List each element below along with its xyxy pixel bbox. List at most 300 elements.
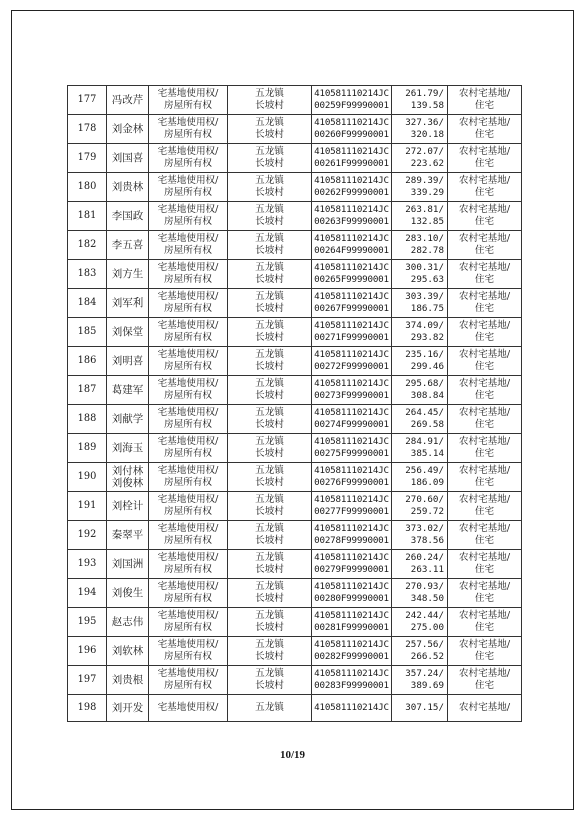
cell-location-line: 长坡村 [255, 361, 284, 372]
cell-usage [448, 144, 522, 173]
cell-number: 177 [68, 86, 107, 115]
cell-unit-code [312, 463, 392, 492]
cell-location [228, 202, 312, 231]
cell-location-line: 五龙镇 [255, 117, 284, 128]
table-row [68, 173, 522, 202]
cell-owner-name [107, 231, 149, 260]
cell-area-line: 261.79/ [405, 88, 444, 99]
table-row [68, 318, 522, 347]
cell-location-line: 长坡村 [255, 419, 284, 430]
cell-number: 195 [68, 608, 107, 637]
cell-location-line: 长坡村 [255, 564, 284, 575]
cell-right-type [149, 434, 228, 463]
cell-usage-line: 农村宅基地/ [458, 494, 511, 505]
cell-location [228, 666, 312, 695]
cell-usage-line: 农村宅基地/ [458, 88, 511, 99]
cell-usage [448, 173, 522, 202]
cell-right-type-line: 宅基地使用权/ [157, 320, 219, 331]
cell-location-line: 长坡村 [255, 448, 284, 459]
cell-usage [448, 637, 522, 666]
cell-right-type-line: 房屋所有权 [164, 564, 212, 575]
cell-usage-line: 农村宅基地/ [458, 291, 511, 302]
cell-right-type-line: 房屋所有权 [164, 680, 212, 691]
cell-usage [448, 405, 522, 434]
cell-number: 191 [68, 492, 107, 521]
cell-area-line: 389.69 [410, 680, 444, 691]
cell-owner-name [107, 289, 149, 318]
cell-right-type [149, 260, 228, 289]
cell-usage-line: 农村宅基地/ [458, 639, 511, 650]
cell-number: 183 [68, 260, 107, 289]
cell-usage-line: 住宅 [474, 651, 495, 662]
cell-usage-line: 农村宅基地/ [458, 523, 511, 534]
cell-location [228, 521, 312, 550]
cell-location [228, 376, 312, 405]
cell-right-type [149, 579, 228, 608]
cell-location-line: 五龙镇 [255, 378, 284, 389]
cell-owner-name [107, 550, 149, 579]
cell-right-type [149, 347, 228, 376]
cell-owner-name [107, 521, 149, 550]
cell-location-line: 五龙镇 [255, 668, 284, 679]
cell-usage-line: 农村宅基地/ [458, 702, 511, 713]
cell-location-line: 五龙镇 [255, 262, 284, 273]
cell-unit-code-line: 410581110214JC [314, 581, 389, 592]
cell-area [392, 434, 448, 463]
cell-location [228, 173, 312, 202]
cell-area-line: 374.09/ [405, 320, 444, 331]
cell-unit-code-line: 00273F99990001 [314, 390, 389, 401]
cell-usage-line: 住宅 [474, 245, 495, 256]
cell-area-line: 282.78 [410, 245, 444, 256]
cell-usage [448, 289, 522, 318]
cell-right-type [149, 405, 228, 434]
cell-number: 186 [68, 347, 107, 376]
cell-owner-name-line: 刘海玉 [111, 442, 144, 454]
cell-right-type-line: 宅基地使用权/ [157, 233, 219, 244]
cell-right-type-line: 房屋所有权 [164, 129, 212, 140]
table-row [68, 637, 522, 666]
cell-unit-code-line: 410581110214JC [314, 523, 389, 534]
cell-usage-line: 住宅 [474, 361, 495, 372]
cell-owner-name-line: 刘金林 [111, 123, 144, 135]
cell-location-line: 长坡村 [255, 216, 284, 227]
cell-right-type-line: 宅基地使用权/ [157, 146, 219, 157]
cell-owner-name [107, 144, 149, 173]
cell-owner-name-line: 赵志伟 [111, 616, 144, 628]
cell-area [392, 86, 448, 115]
cell-owner-name-line: 刘国喜 [111, 152, 144, 164]
cell-unit-code [312, 550, 392, 579]
cell-location-line: 五龙镇 [255, 407, 284, 418]
cell-usage-line: 农村宅基地/ [458, 320, 511, 331]
cell-location-line: 长坡村 [255, 593, 284, 604]
cell-unit-code-line: 00263F99990001 [314, 216, 389, 227]
cell-owner-name-line: 李国政 [111, 210, 144, 222]
page-number: 10/19 [279, 749, 306, 761]
cell-unit-code-line: 00276F99990001 [314, 477, 389, 488]
cell-unit-code-line: 00275F99990001 [314, 448, 389, 459]
cell-unit-code [312, 637, 392, 666]
cell-number: 192 [68, 521, 107, 550]
cell-area-line: 264.45/ [405, 407, 444, 418]
cell-unit-code-line: 410581110214JC [314, 88, 389, 99]
cell-owner-name-line: 李五喜 [111, 239, 144, 251]
cell-number: 187 [68, 376, 107, 405]
cell-unit-code [312, 695, 392, 722]
cell-usage [448, 434, 522, 463]
table-row [68, 86, 522, 115]
cell-area-line: 357.24/ [405, 668, 444, 679]
cell-location-line: 五龙镇 [255, 639, 284, 650]
table-row [68, 695, 522, 722]
cell-usage [448, 695, 522, 722]
cell-right-type-line: 房屋所有权 [164, 303, 212, 314]
cell-usage [448, 86, 522, 115]
cell-area [392, 115, 448, 144]
cell-area [392, 637, 448, 666]
cell-owner-name [107, 115, 149, 144]
cell-usage-line: 农村宅基地/ [458, 552, 511, 563]
cell-area-line: 307.15/ [405, 702, 444, 713]
cell-usage-line: 农村宅基地/ [458, 233, 511, 244]
cell-usage [448, 318, 522, 347]
cell-usage-line: 住宅 [474, 390, 495, 401]
cell-area-line: 378.56 [410, 535, 444, 546]
cell-location [228, 637, 312, 666]
cell-right-type-line: 宅基地使用权/ [157, 88, 219, 99]
cell-right-type [149, 115, 228, 144]
table-row [68, 521, 522, 550]
cell-usage [448, 347, 522, 376]
cell-owner-name-line: 刘栓计 [111, 500, 144, 512]
cell-unit-code-line: 410581110214JC [314, 204, 389, 215]
cell-area-line: 242.44/ [405, 610, 444, 621]
table-row [68, 115, 522, 144]
cell-area-line: 259.72 [410, 506, 444, 517]
cell-unit-code [312, 173, 392, 202]
cell-owner-name [107, 608, 149, 637]
cell-usage [448, 231, 522, 260]
cell-owner-name-line: 刘保堂 [111, 326, 144, 338]
cell-owner-name-line: 刘俊林 [111, 477, 144, 489]
cell-right-type [149, 318, 228, 347]
cell-right-type-line: 宅基地使用权/ [157, 349, 219, 360]
cell-right-type-line: 宅基地使用权/ [157, 465, 219, 476]
cell-unit-code [312, 347, 392, 376]
cell-unit-code-line: 00274F99990001 [314, 419, 389, 430]
cell-unit-code [312, 434, 392, 463]
cell-unit-code [312, 579, 392, 608]
cell-usage [448, 666, 522, 695]
cell-unit-code-line: 00267F99990001 [314, 303, 389, 314]
table-row [68, 434, 522, 463]
cell-unit-code [312, 492, 392, 521]
cell-usage-line: 农村宅基地/ [458, 146, 511, 157]
cell-unit-code [312, 289, 392, 318]
cell-owner-name-line: 刘国洲 [111, 558, 144, 570]
cell-location [228, 695, 312, 722]
cell-usage-line: 住宅 [474, 274, 495, 285]
cell-right-type [149, 492, 228, 521]
cell-right-type-line: 宅基地使用权/ [157, 523, 219, 534]
cell-usage-line: 住宅 [474, 593, 495, 604]
cell-location-line: 长坡村 [255, 245, 284, 256]
cell-usage-line: 农村宅基地/ [458, 465, 511, 476]
cell-number: 181 [68, 202, 107, 231]
table-row [68, 579, 522, 608]
cell-usage-line: 住宅 [474, 506, 495, 517]
cell-area-line: 283.10/ [405, 233, 444, 244]
cell-usage [448, 376, 522, 405]
cell-location-line: 五龙镇 [255, 610, 284, 621]
cell-location [228, 260, 312, 289]
cell-number: 179 [68, 144, 107, 173]
cell-number: 184 [68, 289, 107, 318]
cell-right-type [149, 666, 228, 695]
cell-usage [448, 260, 522, 289]
cell-area-line: 132.85 [410, 216, 444, 227]
cell-owner-name [107, 405, 149, 434]
cell-right-type-line: 房屋所有权 [164, 332, 212, 343]
cell-location [228, 231, 312, 260]
cell-location-line: 五龙镇 [255, 436, 284, 447]
cell-area-line: 257.56/ [405, 639, 444, 650]
cell-area [392, 521, 448, 550]
cell-unit-code [312, 376, 392, 405]
cell-location-line: 五龙镇 [255, 204, 284, 215]
cell-area-line: 260.24/ [405, 552, 444, 563]
cell-usage-line: 农村宅基地/ [458, 349, 511, 360]
cell-owner-name-line: 冯改芹 [111, 94, 144, 106]
cell-right-type [149, 376, 228, 405]
cell-area [392, 608, 448, 637]
cell-number: 190 [68, 463, 107, 492]
cell-location-line: 五龙镇 [255, 702, 284, 713]
cell-number: 185 [68, 318, 107, 347]
cell-unit-code-line: 00262F99990001 [314, 187, 389, 198]
cell-usage-line: 农村宅基地/ [458, 175, 511, 186]
cell-usage-line: 住宅 [474, 680, 495, 691]
cell-location-line: 五龙镇 [255, 233, 284, 244]
cell-right-type-line: 房屋所有权 [164, 245, 212, 256]
cell-right-type-line: 房屋所有权 [164, 100, 212, 111]
cell-unit-code-line: 410581110214JC [314, 668, 389, 679]
cell-location-line: 长坡村 [255, 274, 284, 285]
cell-location [228, 463, 312, 492]
cell-owner-name [107, 666, 149, 695]
cell-right-type-line: 房屋所有权 [164, 651, 212, 662]
cell-location-line: 五龙镇 [255, 146, 284, 157]
cell-usage-line: 住宅 [474, 332, 495, 343]
cell-area-line: 139.58 [410, 100, 444, 111]
cell-location-line: 长坡村 [255, 187, 284, 198]
cell-unit-code-line: 00280F99990001 [314, 593, 389, 604]
cell-usage-line: 住宅 [474, 535, 495, 546]
cell-unit-code-line: 00271F99990001 [314, 332, 389, 343]
cell-location [228, 608, 312, 637]
cell-location-line: 五龙镇 [255, 349, 284, 360]
cell-area [392, 492, 448, 521]
cell-right-type [149, 86, 228, 115]
cell-location-line: 长坡村 [255, 303, 284, 314]
cell-location [228, 492, 312, 521]
cell-unit-code-line: 410581110214JC [314, 262, 389, 273]
cell-unit-code-line: 410581110214JC [314, 702, 389, 713]
cell-right-type [149, 202, 228, 231]
cell-right-type-line: 房屋所有权 [164, 477, 212, 488]
cell-usage [448, 115, 522, 144]
cell-usage [448, 202, 522, 231]
cell-usage-line: 住宅 [474, 100, 495, 111]
cell-unit-code [312, 608, 392, 637]
cell-unit-code [312, 260, 392, 289]
cell-right-type [149, 550, 228, 579]
cell-right-type-line: 房屋所有权 [164, 187, 212, 198]
cell-unit-code-line: 00265F99990001 [314, 274, 389, 285]
cell-right-type-line: 房屋所有权 [164, 535, 212, 546]
cell-unit-code-line: 410581110214JC [314, 349, 389, 360]
cell-unit-code [312, 231, 392, 260]
cell-owner-name-line: 刘贵根 [111, 674, 144, 686]
cell-usage-line: 农村宅基地/ [458, 378, 511, 389]
cell-unit-code-line: 410581110214JC [314, 117, 389, 128]
cell-area [392, 550, 448, 579]
cell-unit-code [312, 318, 392, 347]
cell-area-line: 256.49/ [405, 465, 444, 476]
cell-area [392, 376, 448, 405]
cell-right-type-line: 宅基地使用权/ [157, 639, 219, 650]
table-row [68, 608, 522, 637]
cell-location-line: 五龙镇 [255, 320, 284, 331]
table-row [68, 666, 522, 695]
cell-location-line: 长坡村 [255, 158, 284, 169]
cell-usage [448, 463, 522, 492]
cell-unit-code-line: 410581110214JC [314, 320, 389, 331]
cell-location [228, 318, 312, 347]
cell-right-type-line: 宅基地使用权/ [157, 204, 219, 215]
cell-area-line: 263.11 [410, 564, 444, 575]
registration-table [67, 85, 522, 722]
cell-owner-name [107, 347, 149, 376]
cell-location [228, 86, 312, 115]
cell-unit-code-line: 410581110214JC [314, 436, 389, 447]
cell-area-line: 223.62 [410, 158, 444, 169]
cell-right-type-line: 房屋所有权 [164, 593, 212, 604]
cell-unit-code-line: 410581110214JC [314, 146, 389, 157]
cell-location-line: 五龙镇 [255, 552, 284, 563]
table-row [68, 347, 522, 376]
cell-right-type-line: 宅基地使用权/ [157, 262, 219, 273]
cell-location [228, 289, 312, 318]
cell-usage-line: 农村宅基地/ [458, 407, 511, 418]
cell-location [228, 579, 312, 608]
cell-number: 193 [68, 550, 107, 579]
cell-area [392, 666, 448, 695]
cell-number: 189 [68, 434, 107, 463]
cell-owner-name-line: 刘软林 [111, 645, 144, 657]
cell-right-type-line: 宅基地使用权/ [157, 702, 219, 713]
cell-area-line: 293.82 [410, 332, 444, 343]
table-row [68, 492, 522, 521]
cell-location [228, 434, 312, 463]
cell-unit-code-line: 410581110214JC [314, 233, 389, 244]
cell-right-type-line: 宅基地使用权/ [157, 436, 219, 447]
cell-usage-line: 住宅 [474, 158, 495, 169]
cell-number: 198 [68, 695, 107, 722]
cell-owner-name-line: 刘付林 [111, 465, 144, 477]
cell-right-type [149, 637, 228, 666]
table-row [68, 144, 522, 173]
cell-owner-name-line: 刘俊生 [111, 587, 144, 599]
cell-location-line: 长坡村 [255, 477, 284, 488]
cell-right-type-line: 房屋所有权 [164, 506, 212, 517]
cell-unit-code-line: 410581110214JC [314, 494, 389, 505]
cell-area [392, 318, 448, 347]
cell-right-type-line: 宅基地使用权/ [157, 407, 219, 418]
cell-area-line: 348.50 [410, 593, 444, 604]
cell-area-line: 385.14 [410, 448, 444, 459]
cell-right-type [149, 231, 228, 260]
cell-usage-line: 农村宅基地/ [458, 581, 511, 592]
cell-right-type-line: 房屋所有权 [164, 274, 212, 285]
cell-area-line: 295.63 [410, 274, 444, 285]
cell-area [392, 289, 448, 318]
cell-unit-code-line: 00264F99990001 [314, 245, 389, 256]
table-row [68, 376, 522, 405]
cell-area [392, 347, 448, 376]
cell-area-line: 266.52 [410, 651, 444, 662]
cell-right-type [149, 173, 228, 202]
cell-owner-name [107, 260, 149, 289]
cell-right-type-line: 宅基地使用权/ [157, 610, 219, 621]
cell-unit-code-line: 410581110214JC [314, 639, 389, 650]
cell-right-type-line: 宅基地使用权/ [157, 668, 219, 679]
cell-usage-line: 农村宅基地/ [458, 436, 511, 447]
cell-owner-name [107, 637, 149, 666]
cell-area-line: 308.84 [410, 390, 444, 401]
cell-owner-name [107, 695, 149, 722]
cell-location-line: 五龙镇 [255, 88, 284, 99]
cell-area [392, 695, 448, 722]
cell-area-line: 270.60/ [405, 494, 444, 505]
cell-location-line: 长坡村 [255, 680, 284, 691]
cell-owner-name-line: 秦翠平 [111, 529, 144, 541]
cell-area [392, 173, 448, 202]
cell-number: 188 [68, 405, 107, 434]
cell-unit-code [312, 666, 392, 695]
cell-unit-code-line: 410581110214JC [314, 465, 389, 476]
cell-right-type-line: 宅基地使用权/ [157, 581, 219, 592]
cell-owner-name [107, 463, 149, 492]
cell-area-line: 373.02/ [405, 523, 444, 534]
cell-right-type-line: 宅基地使用权/ [157, 291, 219, 302]
cell-unit-code [312, 405, 392, 434]
cell-location-line: 长坡村 [255, 129, 284, 140]
cell-location-line: 长坡村 [255, 535, 284, 546]
cell-usage [448, 579, 522, 608]
cell-area-line: 186.09 [410, 477, 444, 488]
cell-location-line: 长坡村 [255, 390, 284, 401]
cell-area-line: 275.00 [410, 622, 444, 633]
table-row [68, 463, 522, 492]
cell-area-line: 272.07/ [405, 146, 444, 157]
cell-right-type-line: 房屋所有权 [164, 216, 212, 227]
cell-unit-code-line: 00279F99990001 [314, 564, 389, 575]
cell-usage [448, 521, 522, 550]
cell-right-type-line: 房屋所有权 [164, 158, 212, 169]
cell-location [228, 550, 312, 579]
